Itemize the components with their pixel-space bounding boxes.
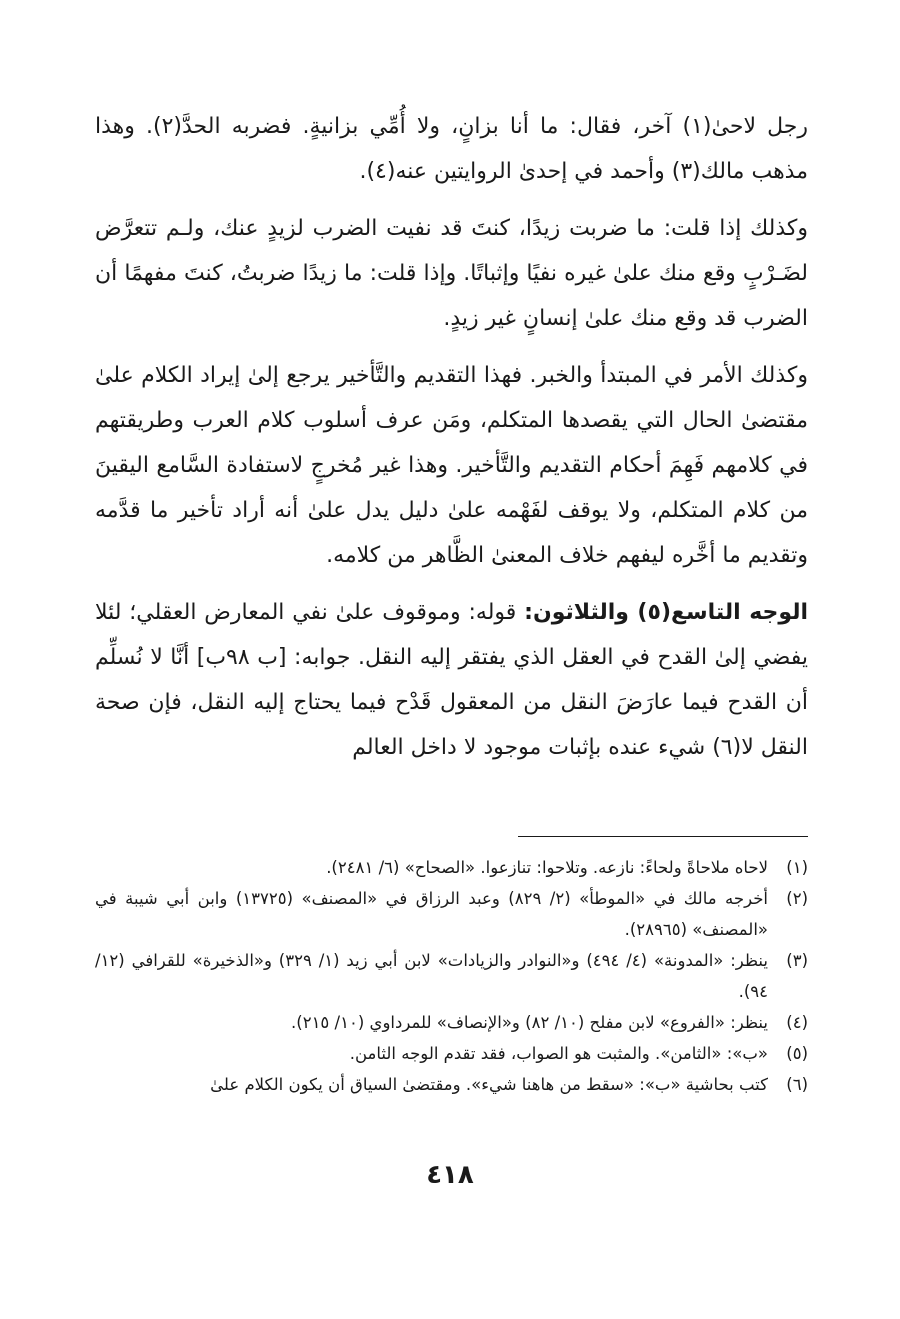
footnote-2 (95, 883, 808, 945)
footnote-number: (١) (786, 858, 808, 877)
footnote-separator (518, 836, 808, 837)
footnote-number: (٦) (786, 1075, 808, 1094)
footnotes (95, 852, 808, 1100)
footnote-5 (95, 1038, 808, 1069)
footnote-text: أخرجه مالك في «الموطأ» (٢/ ٨٢٩) وعبد الرزاق في «المصنف» (١٣٧٢٥) وابن أبي شيبة في «المصنف» (٢٨٩٦٥). (95, 889, 768, 939)
paragraph-2: وكذلك إذا قلت: ما ضربت زيدًا، كنتَ قد نفيت الضرب لزيدٍ عنك، ولـم تتعرَّض لضَـرْبٍ وقع منك علىٰ غيره نفيًا وإثباتًا. وإذا قلت: ما زيدًا ضربتُ، كنتَ مفهمًا أن الضرب قد وقع منك علىٰ إنسانٍ غير زيدٍ. (95, 216, 808, 331)
footnote-number: (٣) (786, 951, 808, 970)
footnote-text: ينظر: «الفروع» لابن مفلح (١٠/ ٨٢) و«الإنصاف» للمرداوي (١٠/ ٢١٥). (291, 1013, 768, 1032)
page-body (95, 104, 808, 782)
paragraph-4 (95, 590, 808, 770)
footnote-6 (95, 1069, 808, 1100)
paragraph-3: وكذلك الأمر في المبتدأ والخبر. فهذا التقديم والتَّأخير يرجع إلىٰ إيراد الكلام علىٰ مقتضىٰ الحال التي يقصدها المتكلم، ومَن عرف أسلوب كلام العرب وطريقتهم في كلامهم فَهِمَ أحكام التقديم والتَّأخير. وهذا غير مُخرجٍ لاستفادة السَّامع اليقينَ من كلام المتكلم، ولا يوقف لفَهْمه علىٰ دليل يدل علىٰ أنه أراد تأخير ما قدَّمه وتقديم ما أخَّره ليفهم خلاف المعنىٰ الظَّاهر من كلامه. (95, 363, 808, 568)
main-text (95, 104, 808, 770)
footnote-text: «ب»: «الثامن». والمثبت هو الصواب، فقد تقدم الوجه الثامن. (349, 1044, 768, 1063)
footnote-text: لاحاه ملاحاةً ولحاءً: نازعه. وتلاحوا: تنازعوا. «الصحاح» (٦/ ٢٤٨١). (326, 858, 768, 877)
page-number: ٤١٨ (426, 1160, 474, 1190)
footnote-number: (٢) (786, 889, 808, 908)
footnote-number: (٥) (786, 1044, 808, 1063)
footnote-3 (95, 945, 808, 1007)
paragraph-1: رجل لاحىٰ(١) آخر، فقال: ما أنا بزانٍ، ولا أُمِّي بزانيةٍ. فضربه الحدَّ(٢). وهذا مذهب مالك(٣) وأحمد في إحدىٰ الروايتين عنه(٤). (95, 114, 808, 184)
footnote-1 (95, 852, 808, 883)
paragraph-4-text: قوله: وموقوف علىٰ نفي المعارض العقلي؛ لئلا يفضي إلىٰ القدح في العقل الذي يفتقر إليه النقل. جوابه: [ب ٩٨ب] أنَّا لا نُسلِّم أن القدح فيما عارَضَ النقل من المعقول قَدْح فيما يحتاج إليه النقل، فإن صحة النقل لا(٦) شيء عنده بإثبات موجود لا داخل العالم (95, 600, 808, 760)
footnote-number: (٤) (786, 1013, 808, 1032)
paragraph-4-lead: الوجه التاسع(٥) والثلاثون: (524, 600, 808, 625)
footnote-text: كتب بحاشية «ب»: «سقط من هاهنا شيء». ومقتضىٰ السياق أن يكون الكلام علىٰ (210, 1075, 768, 1094)
footnote-text: ينظر: «المدونة» (٤/ ٤٩٤) و«النوادر والزيادات» لابن أبي زيد (١/ ٣٢٩) و«الذخيرة» للقرافي (١٢/ ٩٤). (95, 951, 768, 1001)
footnote-4 (95, 1007, 808, 1038)
